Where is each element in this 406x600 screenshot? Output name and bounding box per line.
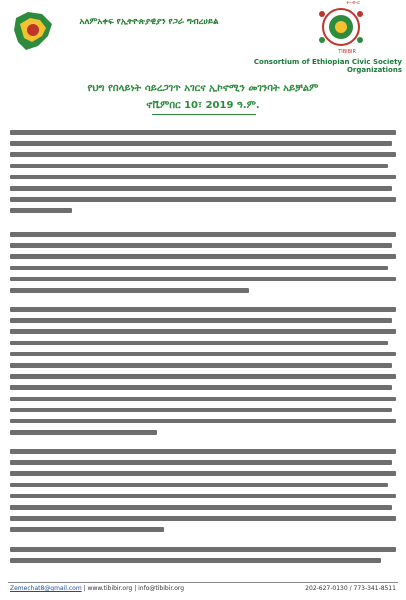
letterhead	[0, 0, 406, 78]
ethiopia-map-logo-icon	[8, 6, 58, 56]
right-logo-caption-top: ት-ብ-ር	[346, 0, 360, 6]
right-logo-caption-bottom: TIBIBIR	[338, 49, 356, 55]
body-paragraph-1	[10, 128, 396, 220]
body-paragraph-4	[10, 447, 396, 539]
right-organization-name: Consortium of Ethiopian Civic Society Organizations	[253, 58, 402, 74]
consortium-emblem-logo-icon	[306, 4, 376, 50]
left-organization-name: አለምአቀፍ የኢትዮጵያዊያን የጋራ ግብረሀይል	[79, 17, 219, 27]
footer-separator: |	[134, 585, 137, 592]
footer-phones: 202-627-0130 / 773-341-8511	[305, 585, 396, 592]
body-paragraph-3	[10, 305, 396, 441]
footer-website[interactable]: www.tibibir.org	[87, 585, 133, 592]
body-paragraph-2	[10, 230, 396, 299]
footer-separator: |	[83, 585, 86, 592]
body-paragraph-5	[10, 545, 396, 569]
document-date: ኖቬምበር 10፣ 2019 ዓ.ም.	[146, 100, 260, 111]
date-underline	[152, 114, 256, 115]
footer-info-email[interactable]: info@tibibir.org	[138, 585, 185, 592]
footer-email-link[interactable]: Zemechat8@gmail.com	[10, 585, 82, 592]
footer-contacts	[10, 585, 184, 592]
footer-divider	[8, 582, 398, 583]
document-title: የህግ የበላይነት ሳይረጋገጥ አገርና ኢኮኖሚን መገንባት አይቻልም	[87, 83, 319, 94]
